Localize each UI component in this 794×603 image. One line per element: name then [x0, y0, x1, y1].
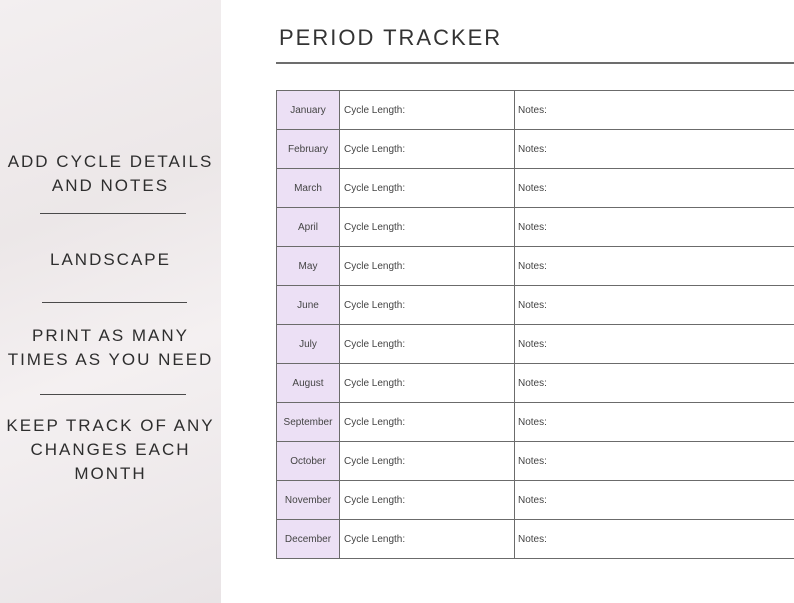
month-cell: June	[277, 286, 340, 324]
page-title: PERIOD TRACKER	[279, 25, 503, 50]
table-row	[277, 364, 794, 403]
cycle-length-field[interactable]: Cycle Length:	[340, 442, 515, 480]
month-cell: December	[277, 520, 340, 558]
notes-field[interactable]: Notes:	[518, 338, 547, 350]
table-row	[277, 286, 794, 325]
feature-line: MONTH	[74, 464, 147, 483]
feature-line: CHANGES EACH	[30, 440, 191, 459]
feature-line: KEEP TRACK OF ANY	[6, 416, 215, 435]
notes-field[interactable]: Notes:	[518, 533, 547, 545]
table-row	[277, 247, 794, 286]
table-row	[277, 130, 794, 169]
notes-field[interactable]: Notes:	[518, 104, 547, 116]
cycle-length-field[interactable]: Cycle Length:	[340, 520, 515, 558]
feature-landscape	[0, 248, 221, 272]
table-row	[277, 169, 794, 208]
notes-field[interactable]: Notes:	[518, 377, 547, 389]
feature-line: ADD CYCLE DETAILS	[7, 152, 214, 171]
notes-field[interactable]: Notes:	[518, 260, 547, 272]
cycle-length-field[interactable]: Cycle Length:	[340, 208, 515, 246]
cycle-length-field[interactable]: Cycle Length:	[340, 247, 515, 285]
table-row	[277, 325, 794, 364]
notes-field[interactable]: Notes:	[518, 416, 547, 428]
divider	[42, 302, 187, 303]
feature-line: PRINT AS MANY	[32, 326, 189, 345]
cycle-length-field[interactable]: Cycle Length:	[340, 403, 515, 441]
feature-line: TIMES AS YOU NEED	[7, 350, 214, 369]
cycle-length-field[interactable]: Cycle Length:	[340, 325, 515, 363]
table-row	[277, 208, 794, 247]
feature-line: AND NOTES	[51, 176, 170, 195]
table-row	[277, 91, 794, 130]
title-underline	[276, 62, 794, 64]
cycle-length-field[interactable]: Cycle Length:	[340, 286, 515, 324]
table-row	[277, 481, 794, 520]
month-cell: July	[277, 325, 340, 363]
notes-field[interactable]: Notes:	[518, 182, 547, 194]
cycle-length-field[interactable]: Cycle Length:	[340, 130, 515, 168]
sidebar-panel	[0, 0, 221, 603]
cycle-length-field[interactable]: Cycle Length:	[340, 364, 515, 402]
month-cell: March	[277, 169, 340, 207]
month-cell: April	[277, 208, 340, 246]
month-cell: February	[277, 130, 340, 168]
feature-keep-track	[0, 414, 221, 486]
month-cell: January	[277, 91, 340, 129]
notes-field[interactable]: Notes:	[518, 221, 547, 233]
notes-field[interactable]: Notes:	[518, 143, 547, 155]
notes-field[interactable]: Notes:	[518, 455, 547, 467]
cycle-length-field[interactable]: Cycle Length:	[340, 91, 515, 129]
table-row	[277, 403, 794, 442]
notes-field[interactable]: Notes:	[518, 299, 547, 311]
month-cell: May	[277, 247, 340, 285]
feature-print	[0, 324, 221, 372]
month-cell: October	[277, 442, 340, 480]
month-cell: September	[277, 403, 340, 441]
cycle-length-field[interactable]: Cycle Length:	[340, 481, 515, 519]
month-cell: August	[277, 364, 340, 402]
notes-field[interactable]: Notes:	[518, 494, 547, 506]
table-row	[277, 442, 794, 481]
month-cell: November	[277, 481, 340, 519]
cycle-length-field[interactable]: Cycle Length:	[340, 169, 515, 207]
tracker-table	[276, 90, 794, 559]
table-row	[277, 520, 794, 559]
divider	[40, 213, 186, 214]
divider	[40, 394, 186, 395]
feature-cycle-details	[0, 150, 221, 198]
feature-line: LANDSCAPE	[50, 250, 171, 269]
